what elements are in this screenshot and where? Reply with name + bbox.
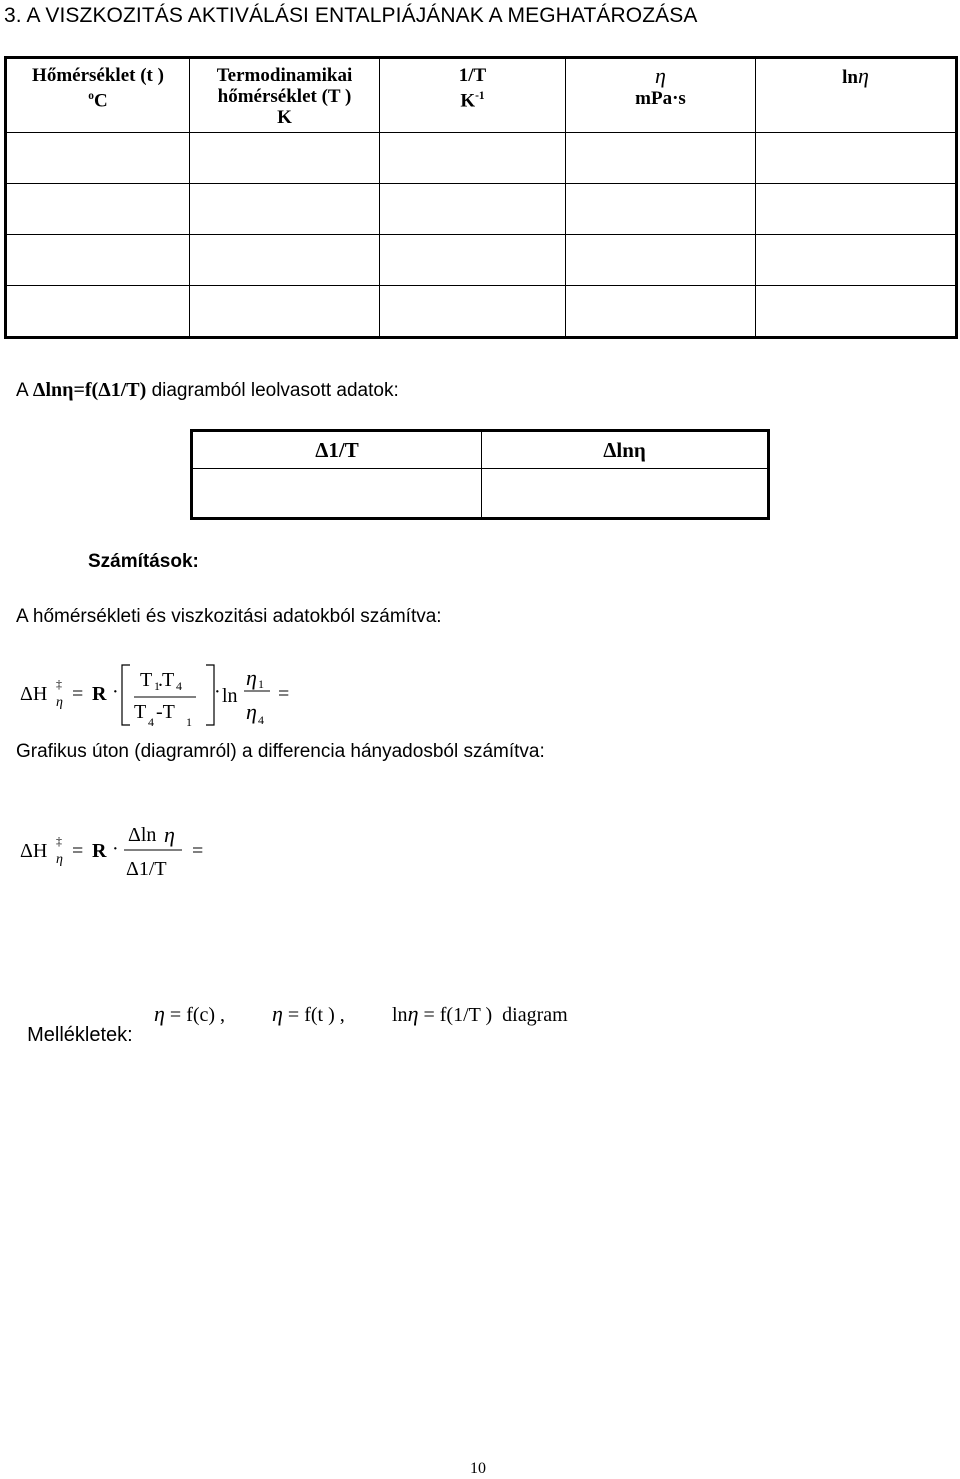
header-thermodynamic-temperature: Termodinamikai hőmérséklet (T ) K [190, 58, 380, 133]
table-row [192, 469, 769, 519]
diagram-data-table [190, 429, 770, 520]
header-viscosity: η mPa·s [566, 58, 756, 133]
table-row [6, 133, 957, 184]
formula-activation-enthalpy-graphical: ΔH ‡ η = R · Δln η Δ1/T = [20, 822, 204, 880]
fraction-bar-icon [124, 848, 182, 852]
graphical-intro: Grafikus úton (diagramról) a differencia hányadosból számítva: [16, 741, 545, 762]
header-reciprocal-temperature: 1/T $K^{-1}$ [380, 58, 566, 133]
calculations-intro: A hőmérsékleti és viszkozitási adatokból számítva: [16, 606, 442, 627]
formula-activation-enthalpy-temperature: ΔH ‡ η = R · T 1 . T 4 T 4 -T 1 · ln η 1 η 4 = [0, 655, 320, 735]
diagram-data-line: A Δlnη=f(Δ1/T) diagramból leolvasott adatok: [16, 379, 399, 401]
attachments-line: Mellékletek: η = f(c) , η = f(t ) , lnη = f(1/T ) diagram [27, 1001, 568, 1046]
header-delta-reciprocal-t: Δ1/T [192, 431, 482, 469]
table-row [6, 184, 957, 235]
header-temperature-c: Hőmérséklet (t ) $^o$C [6, 58, 190, 133]
measurement-table [4, 56, 958, 339]
header-delta-ln-eta: Δlnη [482, 431, 769, 469]
page-title: 3. A VISZKOZITÁS AKTIVÁLÁSI ENTALPIÁJÁNAK A MEGHATÁROZÁSA [4, 4, 698, 27]
table-row [6, 235, 957, 286]
calculations-heading: Számítások: [88, 551, 199, 572]
header-ln-viscosity: lnη [756, 58, 957, 133]
table-row [6, 286, 957, 338]
page-number: 10 [470, 1460, 486, 1477]
